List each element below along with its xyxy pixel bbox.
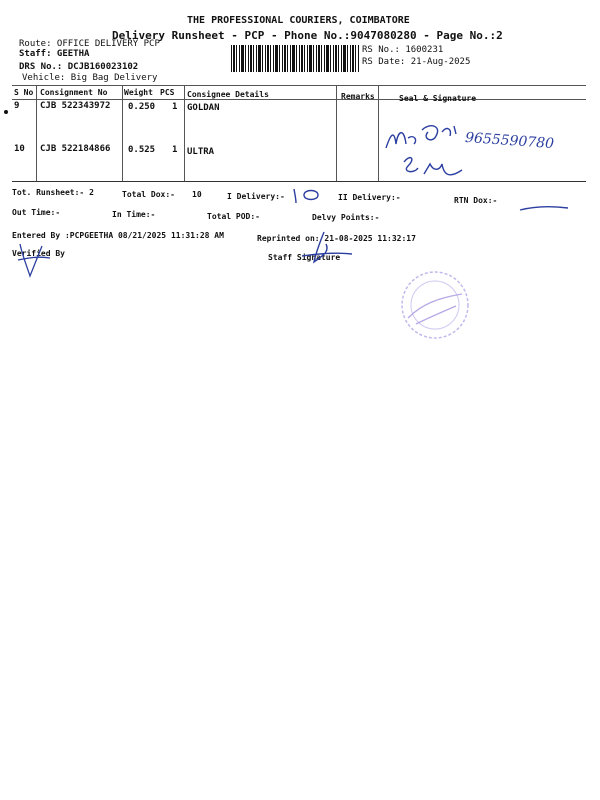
- handwritten-dash: [518, 202, 570, 214]
- out-time: Out Time:-: [12, 208, 61, 217]
- in-time: In Time:-: [112, 210, 156, 219]
- row-consignee: ULTRA: [187, 147, 215, 157]
- rtn-dox: RTN Dox:-: [454, 196, 498, 205]
- handwritten-phone: 9655590780: [464, 129, 555, 153]
- tot-runsheet: Tot. Runsheet:- 2: [12, 188, 94, 197]
- header-remarks: Remarks: [341, 92, 375, 101]
- row-consignee: GOLDAN: [187, 103, 220, 113]
- staff-signature: [296, 228, 356, 268]
- rs-number: RS No.: 1600231: [362, 45, 444, 55]
- verifier-signature: [14, 240, 54, 280]
- company-name: THE PROFESSIONAL COURIERS, COIMBATORE: [187, 15, 410, 26]
- row-weight: 0.250: [128, 102, 156, 112]
- office-stamp: [398, 268, 472, 342]
- row-consignment: CJB 522343972: [40, 101, 111, 111]
- row-pcs: 1: [172, 102, 178, 112]
- row-consignment: CJB 522184866: [40, 144, 111, 154]
- runsheet-title: Delivery Runsheet - PCP - Phone No.:9047080280 - Page No.:2: [112, 29, 503, 42]
- handwritten-i-delivery: [290, 185, 330, 205]
- drs-number: DRS No.: DCJB160023102: [19, 62, 139, 72]
- header-pcs: PCS: [160, 88, 175, 97]
- ii-delivery: II Delivery:-: [338, 193, 401, 202]
- route-label: Route: OFFICE DELIVERY PCP: [19, 39, 160, 49]
- entered-by: Entered By :PCPGEETHA 08/21/2025 11:31:28 AM: [12, 231, 224, 240]
- row-weight: 0.525: [128, 145, 156, 155]
- verified-by: Verified By: [12, 249, 65, 258]
- staff-signature-label: Staff Signature: [268, 253, 341, 262]
- vehicle-label: Vehicle: Big Bag Delivery: [22, 73, 158, 83]
- receiver-signature: [384, 118, 584, 188]
- row-sno: 9: [14, 101, 20, 111]
- header-weight: Weight: [124, 88, 153, 97]
- row-pcs: 1: [172, 145, 178, 155]
- row-sno: 10: [14, 144, 25, 154]
- barcode-image: [231, 45, 359, 72]
- total-dox-value: 10: [192, 190, 202, 199]
- header-consignee: Consignee Details: [187, 90, 269, 99]
- total-pod: Total POD:-: [207, 212, 260, 221]
- header-seal-signature: Seal & Signature: [399, 94, 477, 103]
- staff-label: Staff: GEETHA: [19, 49, 90, 59]
- delvy-points: Delvy Points:-: [312, 213, 380, 222]
- header-consignment: Consignment No: [40, 88, 108, 97]
- rs-date: RS Date: 21-Aug-2025: [362, 57, 471, 67]
- header-sno: S No: [14, 88, 34, 97]
- i-delivery: I Delivery:-: [227, 192, 285, 201]
- reprinted-on: Reprinted on: 21-08-2025 11:32:17: [257, 234, 416, 243]
- total-dox-label: Total Dox:-: [122, 190, 175, 199]
